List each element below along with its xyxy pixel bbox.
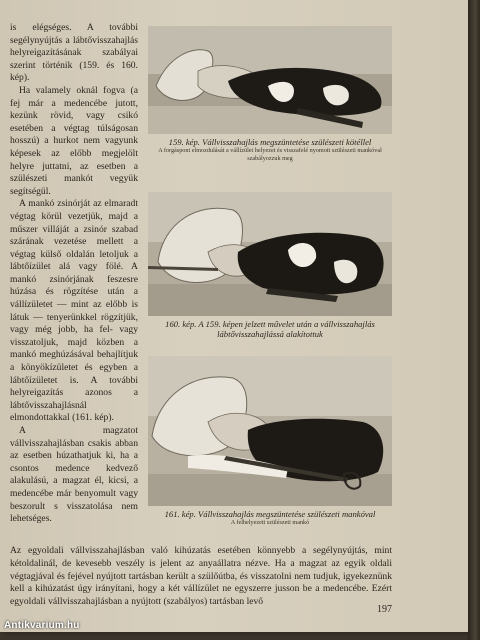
paragraph: A mankó zsinórját az elmaradt végtag körül vezetjük, majd a műszer villáját a zsinór szabad szárának vezetése mellett a végtag külső oldalán letoljuk a lábtőízület alá vagy fölé. A mankó zsinórjának feszesre húzása és rögzítése után a vállízületet — mint az előbb is látuk — tenyerünkkel rögzítjük, vagy még jobb, ha fel- vagy visszatoljuk, majd közben a mankó meghúzásával behajlítjuk a könyökízületet és egyben a lábtőízületet is. A további helyreigazítás azonos a lábtővisszahajlásnál elmondottakkal (161. kép). (10, 198, 138, 424)
figure-161-photo (148, 356, 392, 506)
figure-159-photo (148, 26, 392, 134)
paragraph: A magzatot vállvisszahajlásban csakis abban az esetben húzathatjuk ki, ha a csontos medence kedvező alakulású, a magzat él, kicsi, a medencébe már benyomult vagy beszorult s visszatolása nem lehetséges. (10, 425, 138, 525)
figure-160 (148, 192, 392, 339)
bottom-text-block (10, 545, 392, 609)
page-number: 197 (377, 604, 392, 615)
book-spine-edge (468, 0, 480, 640)
calf-pelvis-photo-161 (148, 356, 392, 506)
figure-161 (148, 356, 392, 527)
paragraph: Az egyoldali vállvisszahajlásban való kihúzatás esetében könnyebb a segélynyújtás, mint kétoldalinál, de kevesebb veszély is jelent az anyaállatra nézve. Ha a magzat az egyik oldali végtagjával és fejével nyújtott tartásban került a szülőútba, és visszatolni nem tudjuk, igyekeznünk kell a kihúzatást úgy irányítani, hogy a két vállízület ne egyszerre jusson be a medencébe. Ezért egyoldali vállvisszahajlásban a nyújtott (szabályos) tartásban levő (10, 545, 392, 608)
paragraph: Ha valamely oknál fogva (a fej már a medencébe jutott, kezünk rövid, vagy csikó esetében a végtag túlságosan hosszú) a hurkot nem vagyunk képesek az előbb megjelölt helyre juttatni, az esetben a szülészeti mankót vegyük segítségül. (10, 84, 138, 197)
figure-159 (148, 26, 392, 163)
figure-subcaption: A felhelyezett szülészeti mankó (230, 519, 310, 526)
figure-caption: 159. kép. Vállvisszahajlás megszüntetése szülészeti kötéllel (168, 137, 372, 147)
calf-pelvis-photo-159 (148, 26, 392, 134)
watermark: Antikvarium.hu (4, 620, 80, 631)
calf-pelvis-photo-160 (148, 192, 392, 316)
paragraph: is elégséges. A további segélynyújtás a lábtővisszahajlás helyreigazításának szabályai szerint történik (159. és 160. kép). (10, 22, 138, 84)
figure-caption: 160. kép. A 159. képen jelzett művelet után a vállvisszahajlás lábtővisszahajlássá alakítottuk (165, 319, 375, 339)
figure-caption: 161. kép. Vállvisszahajlás megszüntetése szülészeti mankóval (164, 509, 376, 519)
left-text-column (10, 22, 138, 526)
figure-subcaption: A forgáspont elmozdulását a vállízület helyezet és visszafelé nyomott szülészeti mankóval szabályozzuk meg (158, 147, 382, 162)
figure-160-photo (148, 192, 392, 316)
